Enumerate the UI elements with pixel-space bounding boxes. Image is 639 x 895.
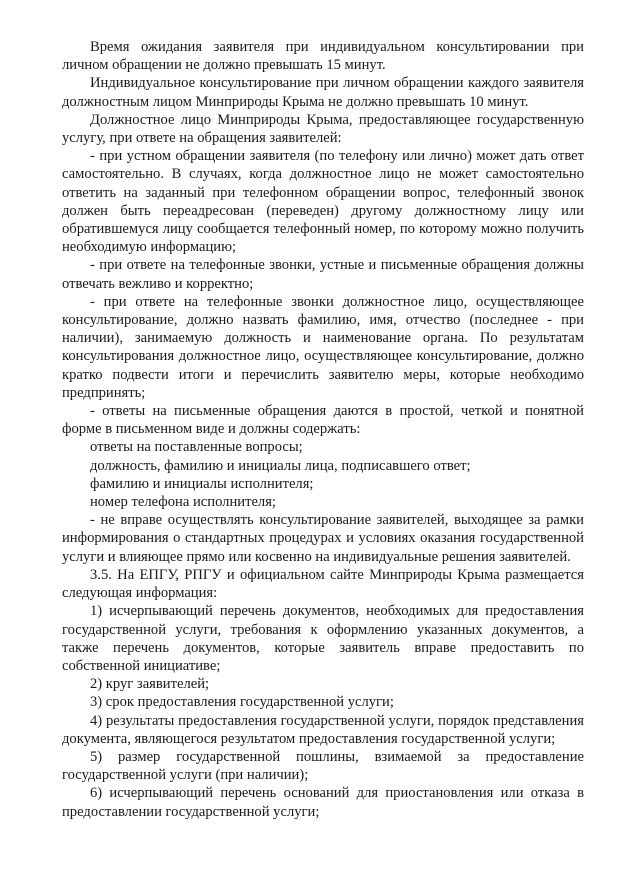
paragraph-polite-answer: - при ответе на телефонные звонки, устные и письменные обращения должны отвечать вежливо и корректно;	[62, 257, 584, 292]
paragraph-written-answer: - ответы на письменные обращения даются в простой, четкой и понятной форме в письменном виде и должны содержать:	[62, 403, 584, 438]
list-item-5: 5) размер государственной пошлины, взимаемой за предоставление государственной услуги (при наличии);	[62, 748, 584, 784]
document-page	[62, 38, 584, 821]
list-item-1: 1) исчерпывающий перечень документов, необходимых для предоставления государственной услуги, требования к оформлению указанных документов, а также перечень документов, которые заявитель вправе предоставить по собственной инициативе;	[62, 603, 584, 674]
list-item-signer: должность, фамилию и инициалы лица, подписавшего ответ;	[90, 457, 471, 474]
paragraph-not-entitled: - не вправе осуществлять консультирование заявителей, выходящее за рамки информирования о стандартных процедурах и условиях оказания государственной услуги и влияющее прямо или косвенно на индивидуальные решения заявителей.	[62, 512, 584, 565]
paragraph-phone-answer: - при ответе на телефонные звонки должностное лицо, осуществляющее консультирование, должно назвать фамилию, имя, отчество (последнее - при наличии), занимаемую должность и наименование органа. По результатам консультирования должностное лицо, осуществляющее консультирование, должно кратко подвести итоги и перечислить заявителю меры, которые необходимо предпринять;	[62, 293, 584, 401]
paragraph-official-response: Должностное лицо Минприроды Крыма, предоставляющее государственную услугу, при ответе на обращения заявителей:	[62, 111, 584, 147]
paragraph-individual-consulting: Индивидуальное консультирование при личном обращении каждого заявителя должностным лицом Минприроды Крыма не должно превышать 10 минут.	[62, 75, 584, 110]
list-item-phone: номер телефона исполнителя;	[90, 494, 276, 511]
list-item-2: 2) круг заявителей;	[90, 676, 210, 693]
section-3-5: 3.5. На ЕПГУ, РПГУ и официальном сайте Минприроды Крыма размещается следующая информация:	[62, 566, 584, 602]
list-item-6: 6) исчерпывающий перечень оснований для приостановления или отказа в предоставлении государственной услуги;	[62, 785, 584, 820]
list-item-answers: ответы на поставленные вопросы;	[90, 439, 303, 456]
list-item-4: 4) результаты предоставления государственной услуги, порядок представления документа, являющегося результатом предоставления государственной услуги;	[62, 712, 584, 747]
paragraph-waiting-time: Время ожидания заявителя при индивидуальном консультировании при личном обращении не должно превышать 15 минут.	[62, 39, 584, 74]
list-item-3: 3) срок предоставления государственной услуги;	[90, 694, 394, 711]
paragraph-oral-appeal: - при устном обращении заявителя (по телефону или лично) может дать ответ самостоятельно. В случаях, когда должностное лицо не может самостоятельно ответить на заданный при телефонном обращении вопрос, телефонный звонок должен быть переадресован (переведен) другому должностному лицу или обратившемуся лицу сообщается телефонный номер, по которому можно получить необходимую информацию;	[62, 148, 584, 256]
list-item-executor: фамилию и инициалы исполнителя;	[90, 475, 314, 492]
